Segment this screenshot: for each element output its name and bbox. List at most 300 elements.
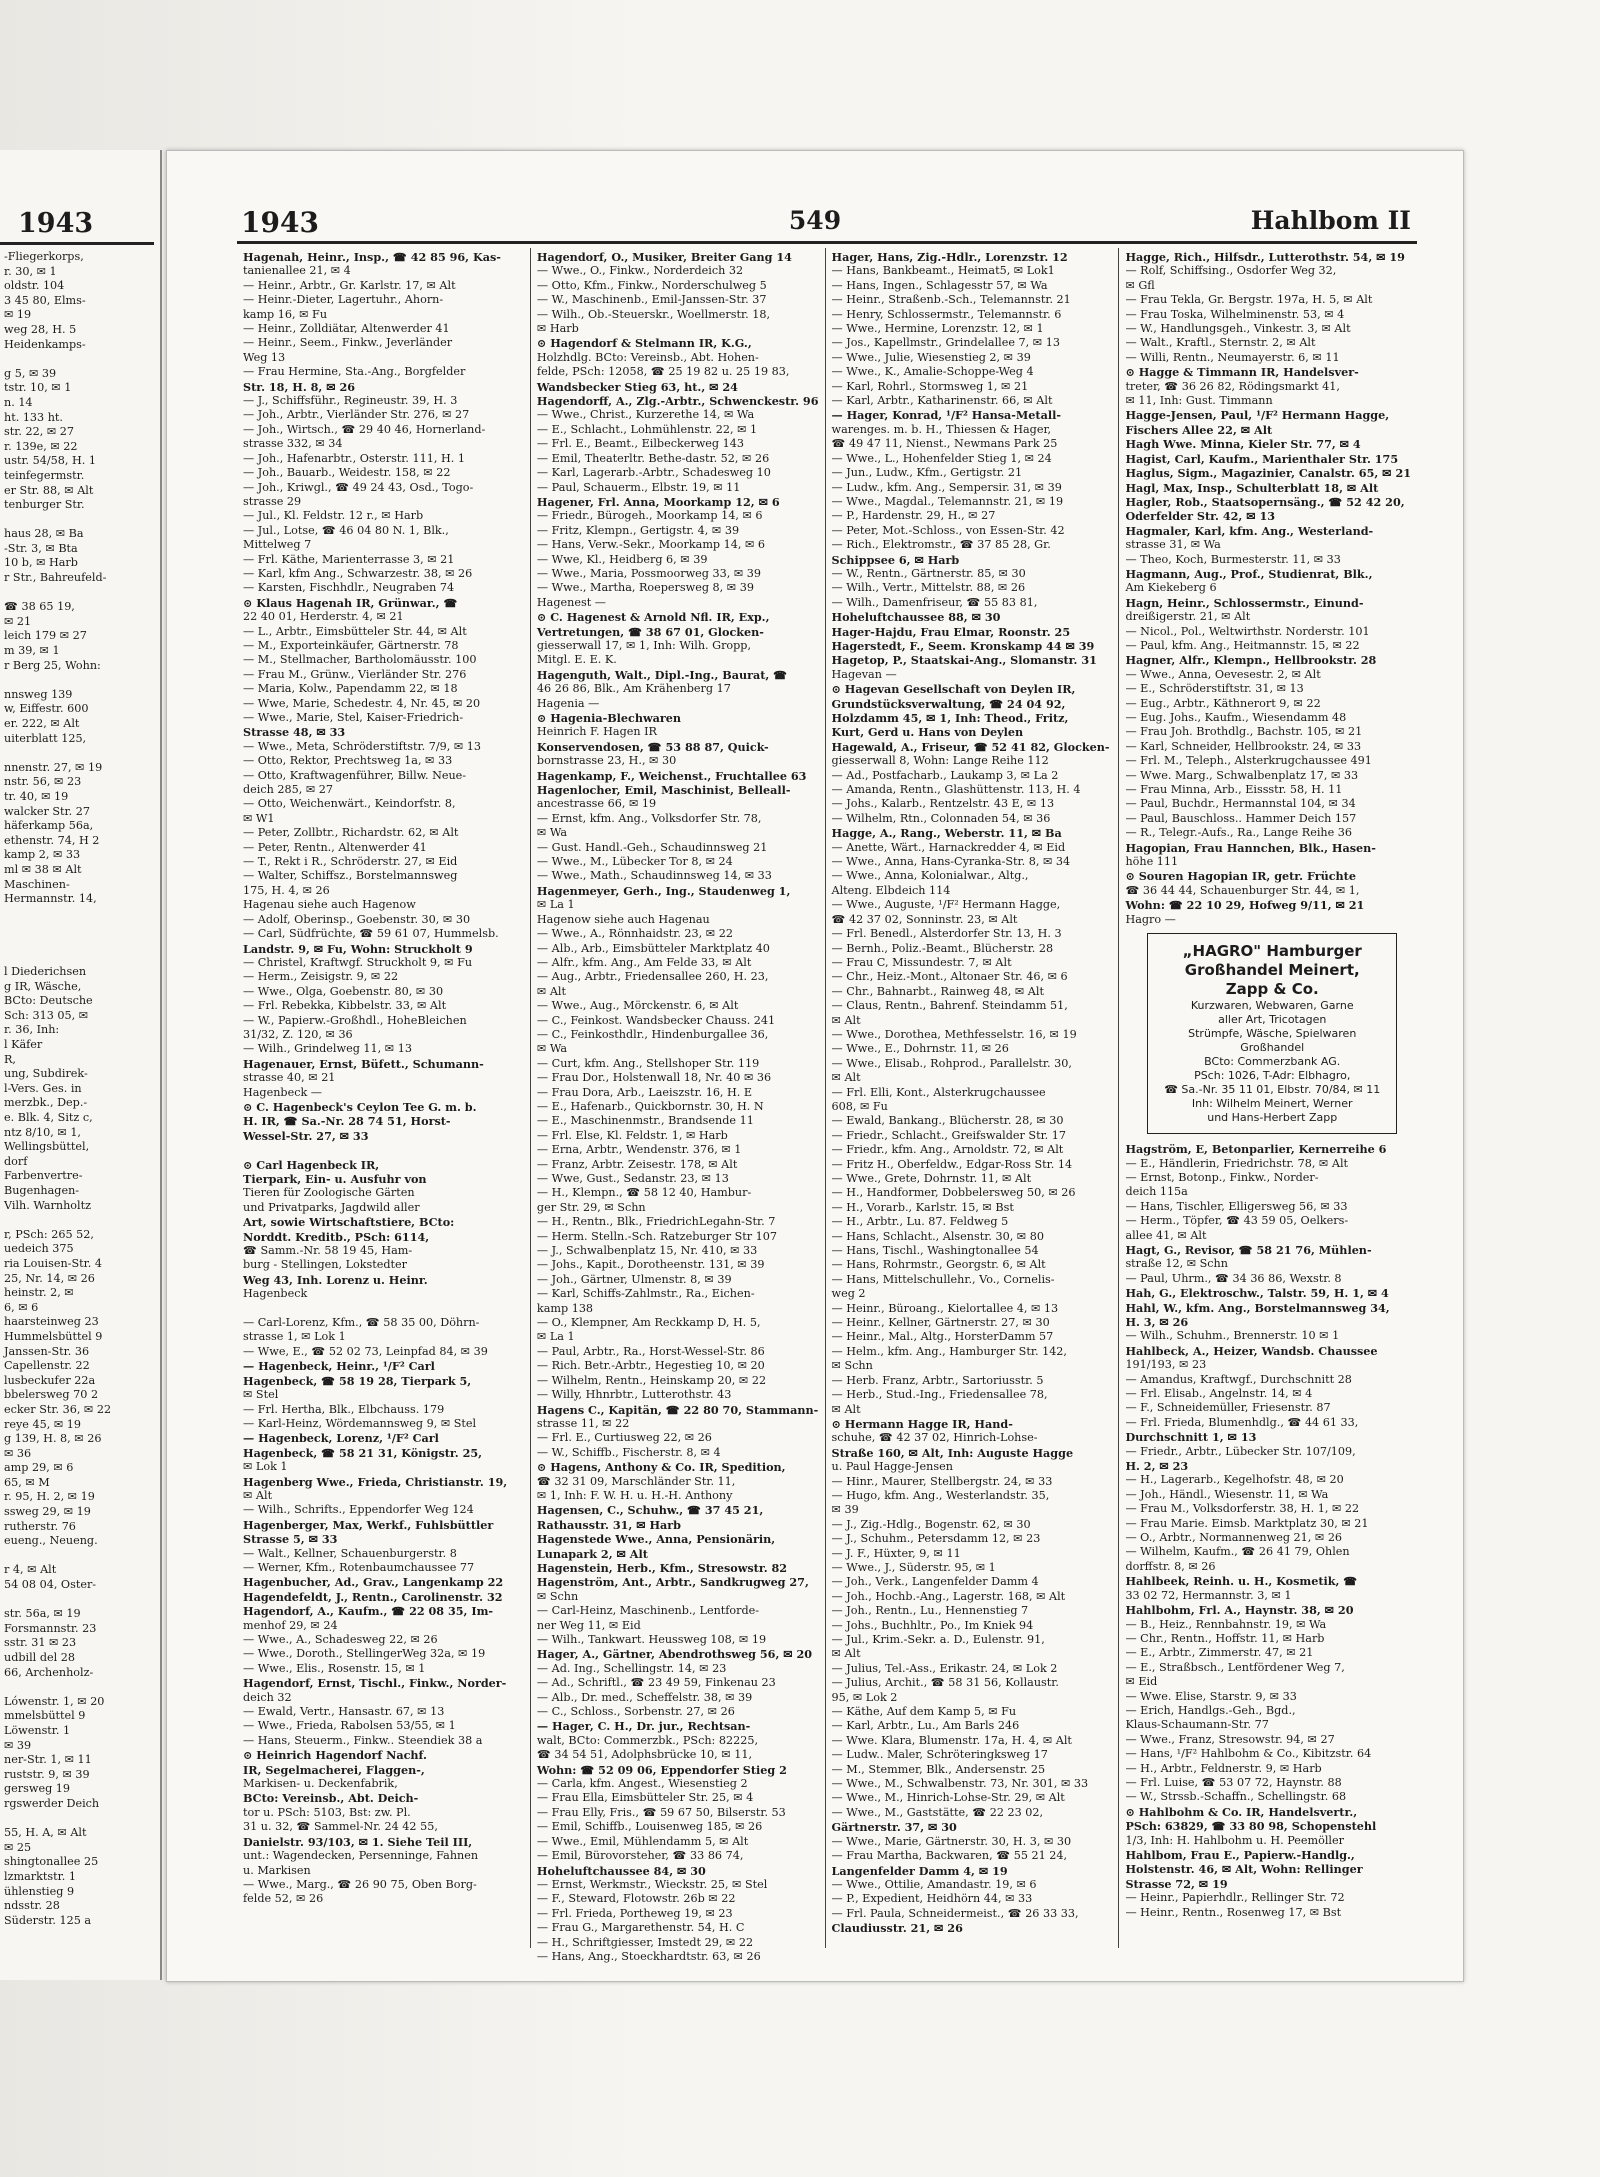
directory-entry-line: — M., Stemmer, Blk., Andersenstr. 25	[831, 1762, 1046, 1776]
prev-page-line: Lówenstr. 1, ✉ 20	[4, 1694, 105, 1708]
prev-page-line: BCto: Deutsche	[4, 994, 93, 1008]
directory-entry-line: — C., Schloss., Sorbenstr. 27, ✉ 26	[536, 1705, 735, 1719]
ad-text-line: Strümpfe, Wäsche, Spielwaren	[1188, 1027, 1357, 1041]
directory-entry-line: Grundstücksverwaltung, ☎ 24 04 92,	[831, 696, 1066, 711]
prev-page-line: er Str. 88, ✉ Alt	[4, 483, 94, 497]
directory-entry-line: — Wilh., Schuhm., Brennerstr. 10 ✉ 1	[1125, 1329, 1340, 1343]
prev-page-line: haarsteinweg 23	[4, 1315, 99, 1329]
directory-entry-line: tor u. PSch: 5103, Bst: zw. Pl.	[243, 1805, 411, 1819]
directory-entry-line: — Jun., Ludw., Kfm., Gertigstr. 21	[831, 466, 1023, 480]
directory-entry-line: ✉ Schn	[536, 1589, 579, 1603]
prev-page-line: er. 222, ✉ Alt	[4, 717, 80, 730]
directory-entry-line: — Wwe., Aug., Mörckenstr. 6, ✉ Alt	[536, 999, 739, 1013]
directory-entry-line: Hagendorf, Ernst, Tischl., Finkw., Norder-	[243, 1676, 507, 1691]
directory-entry-line: felde, PSch: 12058, ☎ 25 19 82 u. 25 19 83,	[536, 365, 790, 379]
directory-entry-line: — Paul, kfm. Ang., Heitmannstr. 15, ✉ 22	[1125, 638, 1360, 652]
directory-entry-line: — O., Arbtr., Normannenweg 21, ✉ 26	[1125, 1531, 1343, 1545]
directory-entry-line: — Christel, Kraftwgf. Struckholt 9, ✉ Fu	[243, 955, 473, 969]
directory-entry-line: — H., Arbtr., Lu. 87. Feldweg 5	[831, 1215, 1009, 1229]
directory-entry-line: — Hinr., Maurer, Stellbergstr. 24, ✉ 33	[831, 1474, 1053, 1488]
prev-page-line: 25, Nr. 14, ✉ 26	[4, 1271, 95, 1285]
directory-entry-line: — Wilhelm, Rentn., Heinskamp 20, ✉ 22	[536, 1373, 767, 1387]
directory-entry-line: — Wwe., Magdal., Telemannstr. 21, ✉ 19	[831, 494, 1064, 508]
directory-entry-line: — Julius, Tel.-Ass., Erikastr. 24, ✉ Lok 2	[831, 1661, 1058, 1675]
prev-page-line: Heidenkamps-	[4, 337, 86, 351]
column-4	[1118, 248, 1417, 1948]
directory-entry-line: u. Paul Hagge-Jensen	[831, 1460, 953, 1474]
directory-entry-line: — Wwe., Frieda, Rabolsen 53/55, ✉ 1	[243, 1719, 456, 1733]
directory-entry-line: — Carl-Lorenz, Kfm., ☎ 58 35 00, Döhrn-	[243, 1316, 480, 1330]
directory-entry-line: — Karl, kfm Ang., Schwarzestr. 38, ✉ 26	[243, 566, 473, 580]
directory-entry-line: strasse 31, ✉ Wa	[1125, 538, 1221, 552]
directory-entry-line: — Emil, Schiffb., Louisenweg 185, ✉ 26	[536, 1820, 763, 1834]
directory-entry-line: — Joh., Händl., Wiesenstr. 11, ✉ Wa	[1125, 1487, 1329, 1501]
directory-entry-line: strasse 29	[243, 494, 302, 508]
directory-entry-line: — Wwe., Franz, Stresowstr. 94, ✉ 27	[1125, 1732, 1335, 1746]
directory-entry-line: Hagge-Jensen, Paul, ¹/F² Hermann Hagge,	[1125, 408, 1390, 423]
directory-entry-line: — Wilh., Damenfriseur, ☎ 55 83 81,	[831, 595, 1038, 609]
directory-entry-line: — Erich, Handlgs.-Geh., Bgd.,	[1125, 1703, 1296, 1717]
prev-page-line	[4, 1593, 154, 1608]
directory-entry-line: — Amandus, Kraftwgf., Durchschnitt 28	[1125, 1372, 1352, 1386]
directory-entry-line: Hagopian, Frau Hannchen, Blk., Hasen-	[1125, 840, 1376, 855]
directory-entry-line: — Julius, Archit., ☎ 58 31 56, Kollaustr.	[831, 1676, 1059, 1690]
directory-entry-line: — Joh., Verk., Langenfelder Damm 4	[831, 1575, 1039, 1589]
directory-entry-line: — Wwe., Dorothea, Methfesselstr. 16, ✉ 19	[831, 1027, 1077, 1041]
directory-entry-line: — Frau M., Volksdorferstr. 38, H. 1, ✉ 22	[1125, 1502, 1360, 1516]
directory-entry-line: Hagendefeldt, J., Rentn., Carolinenstr. 32	[243, 1589, 503, 1604]
directory-entry-line: — Heinr., Straßenb.-Sch., Telemannstr. 21	[831, 293, 1071, 307]
page-number: 549	[788, 206, 842, 235]
directory-entry-line: Fischers Allee 22, ✉ Alt	[1125, 422, 1273, 437]
prev-page-line: ✉ 19	[4, 308, 32, 322]
directory-entry-line: schuhe, ☎ 42 37 02, Hinrich-Lohse-	[831, 1431, 1038, 1445]
directory-entry-line: — Wilh., Schrifts., Eppendorfer Weg 124	[243, 1503, 474, 1517]
directory-entry-line: — Wwe., Elisab., Rohprod., Parallelstr. 30,	[831, 1056, 1072, 1070]
prev-page-line	[4, 1213, 154, 1228]
directory-entry-line: und Privatparks, Jagdwild aller	[243, 1200, 420, 1214]
directory-entry-line: — Wilhelm, Rtn., Colonnaden 54, ✉ 36	[831, 811, 1051, 825]
prev-page-line: ht. 133 ht.	[4, 410, 63, 424]
directory-entry-line: Hagge, Rich., Hilfsdr., Lutterothstr. 54, ✉ 19	[1125, 250, 1405, 264]
directory-entry-line: — Wwe., Emil, Mühlendamm 5, ✉ Alt	[536, 1834, 749, 1848]
directory-entry-line: ☎ 34 54 51, Adolphsbrücke 10, ✉ 11,	[536, 1748, 753, 1762]
directory-entry-line: Klaus-Schaumann-Str. 77	[1125, 1718, 1269, 1732]
directory-entry-line: — Wwe. Elise, Starstr. 9, ✉ 33	[1125, 1689, 1297, 1703]
directory-entry-line: — Friedr., kfm. Ang., Arnoldstr. 72, ✉ Alt	[831, 1143, 1064, 1157]
directory-entry-line: — Jul., Lotse, ☎ 46 04 80 N. 1, Blk.,	[243, 523, 449, 537]
directory-entry-line: — Maria, Kolw., Papendamm 22, ✉ 18	[243, 682, 458, 696]
directory-entry-line: — Eug. Johs., Kaufm., Wiesendamm 48	[1125, 711, 1347, 724]
directory-entry-line: — Carl-Heinz, Maschinenb., Lentforde-	[536, 1604, 760, 1618]
directory-entry-line: — Karl, Schneider, Hellbrookstr. 24, ✉ 33	[1125, 739, 1362, 753]
directory-entry-line: — Joh., Bauarb., Weidestr. 158, ✉ 22	[243, 466, 451, 480]
directory-entry-line: — Johs., Buchhltr., Po., Im Kniek 94	[831, 1618, 1034, 1632]
directory-entry-line: — Johs., Kapit., Dorotheenstr. 131, ✉ 39	[536, 1258, 765, 1272]
prev-page-line: ecker Str. 36, ✉ 22	[4, 1402, 112, 1416]
directory-entry-line: Heinrich F. Hagen IR	[536, 725, 657, 739]
directory-entry-line: — Fritz, Klempn., Gertigstr. 4, ✉ 39	[536, 523, 740, 537]
directory-entry-line: 608, ✉ Fu	[831, 1099, 888, 1113]
directory-entry-line: Hagge, A., Rang., Weberstr. 11, ✉ Ba	[831, 826, 1062, 841]
prev-page-line: ndsstr. 28	[4, 1899, 60, 1913]
directory-entry-line: Hagn, Heinr., Schlossermstr., Einund-	[1125, 595, 1364, 610]
prev-page-line: str. 22, ✉ 27	[4, 425, 74, 439]
directory-entry-line: — Wilh., Tankwart. Heussweg 108, ✉ 19	[536, 1633, 767, 1646]
prev-page-line: weg 28, H. 5	[4, 322, 77, 336]
directory-entry-line: — Joh., Wirtsch., ☎ 29 40 46, Hornerland-	[243, 422, 486, 436]
ad-text-line: ☎ Sa.-Nr. 35 11 01, Elbstr. 70/84, ✉ 11	[1164, 1083, 1381, 1097]
ad-text-line: PSch: 1026, T-Adr: Elbhagro,	[1194, 1069, 1351, 1083]
prev-page-line: -Str. 3, ✉ Bta	[4, 541, 78, 555]
directory-entry-line: — Heinr., Zolldiätar, Altenwerder 41	[243, 322, 450, 336]
prev-page-line: l Käfer	[4, 1038, 43, 1052]
directory-entry-line: — Wwe. Marg., Schwalbenplatz 17, ✉ 33	[1125, 768, 1359, 782]
directory-entry-line: — Wilh., Grindelweg 11, ✉ 13	[243, 1042, 412, 1056]
directory-entry-line: — Joh., Rentn., Lu., Hennenstieg 7	[831, 1604, 1029, 1618]
directory-entry-line: — Ernst, Werkmstr., Wieckstr. 25, ✉ Stel	[536, 1877, 768, 1891]
directory-entry-line: — C., Feinkost. Wandsbecker Chauss. 241	[536, 1013, 776, 1027]
prev-page-line: leich 179 ✉ 27	[4, 629, 87, 643]
directory-entry-line: — Heinr., Büroang., Kielortallee 4, ✉ 13	[831, 1301, 1059, 1315]
directory-entry-line: — Wwe., Anna, Kolonialwar., Altg.,	[831, 869, 1029, 883]
directory-entry-line: — Joh., Kriwgl., ☎ 49 24 43, Osd., Togo-	[243, 480, 474, 494]
directory-entry-line: — Wwe., Martha, Roepersweg 8, ✉ 39	[536, 581, 754, 595]
prev-page-line: r. 139e, ✉ 22	[4, 439, 78, 453]
directory-entry-line: — Hans, Steuerm., Finkw.. Steendiek 38 a	[243, 1733, 483, 1747]
directory-entry-line: deich 32	[243, 1690, 292, 1704]
directory-entry-line	[243, 1143, 524, 1157]
directory-entry-line: — J. F., Hüxter, 9, ✉ 11	[831, 1546, 961, 1560]
prev-page-line: merzbk., Dep.-	[4, 1096, 88, 1110]
directory-entry-line: Mitgl. E. E. K.	[536, 653, 617, 667]
directory-entry-line: Hagmaler, Karl, kfm. Ang., Westerland-	[1125, 523, 1374, 538]
ad-text-line: BCto: Commerzbank AG.	[1204, 1055, 1341, 1069]
directory-entry-line: u. Markisen	[243, 1863, 311, 1877]
directory-entry-line: — O., Klempner, Am Reckkamp D, H. 5,	[536, 1316, 761, 1330]
directory-entry-line: — Joh., Arbtr., Vierländer Str. 276, ✉ 27	[243, 408, 470, 422]
directory-entry-line: — Jos., Kapellmstr., Grindelallee 7, ✉ 13	[831, 336, 1060, 350]
directory-entry-line: Strasse 72, ✉ 19	[1125, 1876, 1228, 1891]
directory-entry-line: — Frl. Käthe, Marienterrasse 3, ✉ 21	[243, 552, 455, 566]
directory-entry-line: — E., Händlerin, Friedrichstr. 78, ✉ Alt	[1125, 1156, 1349, 1170]
directory-entry-line: — Wwe., M., Schwalbenstr. 73, Nr. 301, ✉ 33	[831, 1777, 1089, 1791]
directory-entry-line: ⊙ Hagevan Gesellschaft von Deylen IR,	[831, 682, 1076, 697]
directory-entry-line: — Wwe., M., Hinrich-Lohse-Str. 29, ✉ Alt	[831, 1791, 1065, 1805]
directory-entry-line: Kurt, Gerd u. Hans von Deylen	[831, 725, 1024, 740]
directory-entry-line: Hah, G., Elektroschw., Talstr. 59, H. 1, ✉ 4	[1125, 1286, 1389, 1301]
directory-entry-line: Hagenguth, Walt., Dipl.-Ing., Baurat, ☎	[536, 667, 788, 682]
directory-entry-line: Hagenberger, Max, Werkf., Fuhlsbüttler	[243, 1517, 494, 1532]
directory-entry-line: Gärtnerstr. 37, ✉ 30	[831, 1820, 957, 1835]
prev-page-line: ruststr. 9, ✉ 39	[4, 1767, 90, 1781]
directory-entry-line: Hagenstein, Herb., Kfm., Stresowstr. 82	[536, 1560, 788, 1575]
directory-entry-line: Straße 160, ✉ Alt, Inh: Auguste Hagge	[831, 1445, 1074, 1460]
directory-entry-line: Hagner, Alfr., Klempn., Hellbrookstr. 28	[1125, 653, 1377, 668]
directory-entry-line: — J., Schwalbenplatz 15, Nr. 410, ✉ 33	[536, 1244, 758, 1258]
directory-entry-line: Hagendorf, O., Musiker, Breiter Gang 14	[536, 250, 792, 264]
directory-entry-line: H. IR, ☎ Sa.-Nr. 28 74 51, Horst-	[243, 1114, 451, 1129]
directory-entry-line: — Paul, Schauerm., Elbstr. 19, ✉ 11	[536, 480, 741, 494]
directory-entry-line: ☎ 32 31 09, Marschländer Str. 11,	[536, 1474, 736, 1488]
directory-entry-line: — Herb. Franz, Arbtr., Sartoriusstr. 5	[831, 1373, 1044, 1387]
directory-entry-line: ☎ 49 47 11, Nienst., Newmans Park 25	[831, 437, 1058, 451]
directory-entry-line: ✉ Alt	[243, 1488, 273, 1502]
prev-page-line: ühlenstieg 9	[4, 1884, 75, 1898]
directory-entry-line: — Friedr., Arbtr., Lübecker Str. 107/109,	[1125, 1444, 1356, 1458]
prev-page-line: gersweg 19	[4, 1782, 71, 1796]
header-rule	[237, 241, 1417, 244]
directory-entry-line: — Frl. Benedl., Alsterdorfer Str. 13, H. 3	[831, 927, 1062, 941]
directory-entry-line: Holzdamm 45, ✉ 1, Inh: Theod., Fritz,	[831, 711, 1069, 725]
directory-entry-line: ✉ La 1	[536, 1330, 575, 1344]
directory-entry-line: ⊙ Hagendorf & Stelmann IR, K.G.,	[536, 336, 752, 351]
directory-entry-line: Holzhdlg. BCto: Vereinsb., Abt. Hohen-	[536, 350, 759, 364]
directory-entry-line: — Wwe., M., Lübecker Tor 8, ✉ 24	[536, 855, 733, 869]
prev-page-line: tstr. 10, ✉ 1	[4, 381, 72, 395]
directory-entry-line: Tieren für Zoologische Gärten	[243, 1186, 415, 1200]
directory-entry-line: — C., Feinkosthdlr., Hindenburgallee 36,	[536, 1027, 769, 1041]
directory-entry-line: — Chr., Heiz.-Mont., Altonaer Str. 46, ✉ 6	[831, 970, 1068, 984]
prev-page-line: shingtonallee 25	[4, 1855, 99, 1869]
prev-page-line	[4, 352, 154, 367]
directory-entry-line: — J., Schuhm., Petersdamm 12, ✉ 23	[831, 1532, 1041, 1546]
directory-entry-line: Wohn: ☎ 22 10 29, Hofweg 9/11, ✉ 21	[1125, 898, 1365, 913]
directory-entry-line: — Frl. Elisab., Angelnstr. 14, ✉ 4	[1125, 1387, 1313, 1400]
directory-entry-line: Hahlbohm, Frl. A., Haynstr. 38, ✉ 20	[1125, 1603, 1354, 1618]
directory-entry-line: strasse 40, ✉ 21	[243, 1071, 336, 1085]
prev-page-line: 3 45 80, Elms-	[4, 293, 86, 307]
directory-entry-line: 33 02 72, Hermannstr. 3, ✉ 1	[1125, 1588, 1292, 1602]
directory-entry-line: — Ad., Schriftl., ☎ 23 49 59, Finkenau 23	[536, 1676, 776, 1690]
directory-entry-line: treter, ☎ 36 26 82, Rödingsmarkt 41,	[1125, 379, 1340, 393]
prev-page-line: Bugenhagen-	[4, 1184, 80, 1197]
directory-entry-line: Markisen- u. Deckenfabrik,	[243, 1777, 398, 1791]
prev-page-line: rgswerder Deich	[4, 1796, 100, 1810]
directory-entry-line: — Nicol., Pol., Weltwirthstr. Norderstr. 101	[1125, 624, 1370, 638]
directory-entry-line: — Alb., Arb., Eimsbütteler Marktplatz 40	[536, 941, 770, 955]
directory-entry-line: — P., Hardenstr. 29, H., ✉ 27	[831, 509, 996, 523]
directory-entry-line: — Wwe., Anna, Oevesestr. 2, ✉ Alt	[1125, 667, 1321, 681]
directory-entry-line: — Frau G., Margarethenstr. 54, H. C	[536, 1921, 745, 1935]
directory-entry-line: 31 u. 32, ☎ Sammel-Nr. 24 42 55,	[243, 1820, 438, 1834]
prev-page-line: Löwenstr. 1	[4, 1723, 71, 1737]
directory-entry-line: Hagens C., Kapitän, ☎ 22 80 70, Stammann-	[536, 1402, 819, 1417]
directory-entry-line: — Frl. Hertha, Blk., Elbchauss. 179	[243, 1402, 445, 1416]
directory-entry-line: — Heinr.-Dieter, Lagertuhr., Ahorn-	[243, 293, 444, 307]
prev-page-line: -Fliegerkorps,	[4, 250, 84, 263]
directory-entry-line: — Walter, Schiffsz., Borstelmannsweg	[243, 869, 458, 883]
directory-entry-line: — Jul., Kl. Feldstr. 12 r., ✉ Harb	[243, 509, 424, 523]
directory-entry-line: — Wwe., L., Hohenfelder Stieg 1, ✉ 24	[831, 451, 1052, 465]
directory-entry-line: 22 40 01, Herderstr. 4, ✉ 21	[243, 610, 404, 624]
directory-entry-line: — Aug., Arbtr., Friedensallee 260, H. 23,	[536, 970, 769, 984]
directory-entry-line: — Theo, Koch, Burmesterstr. 11, ✉ 33	[1125, 552, 1341, 566]
directory-entry-line: — Ad., Postfacharb., Laukamp 3, ✉ La 2	[831, 768, 1059, 782]
directory-entry-line: — R., Telegr.-Aufs., Ra., Lange Reihe 36	[1125, 826, 1353, 840]
directory-entry-line: ✉ Alt	[536, 984, 567, 998]
directory-entry-line: Strasse 5, ✉ 33	[243, 1532, 338, 1547]
directory-entry-line: — Ad. Ing., Schellingstr. 14, ✉ 23	[536, 1661, 727, 1675]
directory-entry-line: — Wwe, Marie, Schedestr. 4, Nr. 45, ✉ 20	[243, 696, 481, 710]
directory-entry-line: — Amanda, Rentn., Glashüttenstr. 113, H. 4	[831, 783, 1081, 797]
directory-entry-line: Str. 18, H. 8, ✉ 26	[243, 379, 356, 394]
directory-entry-line: ger Str. 29, ✉ Schn	[536, 1200, 646, 1214]
directory-entry-line: ⊙ Hahlbohm & Co. IR, Handelsvertr.,	[1125, 1804, 1358, 1819]
directory-entry-line: deich 115a	[1125, 1185, 1188, 1199]
directory-entry-line: ✉ La 1	[536, 898, 575, 912]
directory-entry-line: — Karl, Lagerarb.-Arbtr., Schadesweg 10	[536, 466, 771, 480]
directory-entry-line: Claudiusstr. 21, ✉ 26	[831, 1921, 963, 1936]
directory-entry-line: Hagenmeyer, Gerh., Ing., Staudenweg 1,	[536, 883, 791, 898]
directory-entry-line: — E., Hafenarb., Quickbornstr. 30, H. N	[536, 1099, 764, 1113]
directory-entry-line: Durchschnitt 1, ✉ 13	[1125, 1430, 1257, 1445]
directory-entry-line: — Willi, Rentn., Neumayerstr. 6, ✉ 11	[1125, 350, 1340, 364]
directory-entry-line: — Herb., Stud.-Ing., Friedensallee 78,	[831, 1388, 1048, 1402]
directory-entry-line: Hagenauer, Ernst, Büfett., Schumann-	[243, 1056, 484, 1071]
prev-page-line: R,	[4, 1052, 16, 1066]
directory-entry-line: — Friedr., Schlacht., Greifswalder Str. 17	[831, 1128, 1067, 1142]
directory-entry-line: — Frau Minna, Arb., Eissstr. 58, H. 11	[1125, 783, 1343, 797]
prev-page-line: ☎ 38 65 19,	[4, 600, 75, 614]
prev-page-line: 6, ✉ 6	[4, 1300, 39, 1314]
directory-entry-line: Wohn: ☎ 52 09 06, Eppendorfer Stieg 2	[536, 1762, 787, 1777]
directory-entry-line: — Frau C, Missundestr. 7, ✉ Alt	[831, 955, 1012, 969]
directory-entry-line: strasse 332, ✉ 34	[243, 437, 343, 451]
prev-page-line: Hummelsbüttel 9	[4, 1329, 103, 1343]
previous-page-fragment	[0, 150, 162, 1980]
prev-page-line: eueng., Neueng.	[4, 1534, 98, 1548]
column-3	[825, 248, 1119, 1948]
directory-entry-line: Danielstr. 93/103, ✉ 1. Siehe Teil III,	[243, 1834, 473, 1849]
prev-page-line: e. Blk. 4, Sitz c,	[4, 1111, 93, 1125]
directory-entry-line: — Hager, Konrad, ¹/F² Hansa-Metall-	[831, 408, 1061, 423]
directory-entry-line: Hagenberg Wwe., Frieda, Christianstr. 19,	[243, 1474, 508, 1489]
directory-entry-line: ✉ Alt	[831, 1647, 861, 1661]
directory-columns	[237, 248, 1417, 1963]
directory-entry-line: Hagewald, A., Friseur, ☎ 52 41 82, Glocken-	[831, 739, 1110, 754]
directory-entry-line: — Anette, Wärt., Harnackredder 4, ✉ Eid	[831, 840, 1066, 854]
directory-entry-line: — Alfr., kfm. Ang., Am Felde 33, ✉ Alt	[536, 955, 752, 969]
prev-page-line: g 5, ✉ 39	[4, 366, 57, 380]
directory-entry-line: — Wwe. Klara, Blumenstr. 17a, H. 4, ✉ Alt	[831, 1733, 1072, 1747]
prev-page-line: ntz 8/10, ✉ 1,	[4, 1125, 81, 1139]
directory-entry-line: Hagh Wwe. Minna, Kieler Str. 77, ✉ 4	[1125, 437, 1361, 452]
directory-entry-line: — Hans, Rohrmstr., Georgstr. 6, ✉ Alt	[831, 1258, 1046, 1272]
directory-entry-line: felde 52, ✉ 26	[243, 1892, 324, 1906]
directory-entry-line: — Emil, Theaterltr. Bethe-dastr. 52, ✉ 26	[536, 451, 770, 465]
directory-entry-line: Alteng. Elbdeich 114	[831, 883, 951, 897]
prev-page-line: ner-Str. 1, ✉ 11	[4, 1753, 92, 1767]
directory-entry-line: — L., Arbtr., Eimsbütteler Str. 44, ✉ Alt	[243, 624, 467, 638]
directory-entry-line: — W., Papierw.-Großhdl., HoheBleichen	[243, 1013, 467, 1027]
prev-page-line: dorf	[4, 1154, 28, 1168]
prev-page-line: m 39, ✉ 1	[4, 644, 60, 658]
directory-entry-line: straße 12, ✉ Schn	[1125, 1257, 1228, 1271]
directory-entry-line: Hagenlocher, Emil, Maschinist, Belleall-	[536, 783, 791, 798]
directory-entry-line: — Otto, Kfm., Finkw., Norderschulweg 5	[536, 278, 767, 292]
prev-page-line: Süderstr. 125 a	[4, 1913, 92, 1927]
directory-entry-line: — Carla, kfm. Angest., Wiesenstieg 2	[536, 1777, 748, 1791]
directory-entry-line: ✉ Alt	[831, 1013, 861, 1027]
directory-entry-line: Holstenstr. 46, ✉ Alt, Wohn: Rellinger	[1125, 1862, 1363, 1877]
prev-page-line: r 4, ✉ Alt	[4, 1563, 57, 1577]
prev-page-line: Janssen-Str. 36	[4, 1344, 90, 1358]
directory-entry-line: — B., Heiz., Rennbahnstr. 19, ✉ Wa	[1125, 1617, 1327, 1631]
directory-entry-line: Art, sowie Wirtschaftstiere, BCto:	[243, 1215, 455, 1230]
directory-entry-line: — Wwe., Marie, Gärtnerstr. 30, H. 3, ✉ 30	[831, 1834, 1072, 1848]
directory-entry-line: — Claus, Rentn., Bahrenf. Steindamm 51,	[831, 999, 1068, 1013]
directory-entry-line: — H., Klempn., ☎ 58 12 40, Hambur-	[536, 1186, 752, 1200]
directory-entry-line: dorffstr. 8, ✉ 26	[1125, 1559, 1216, 1573]
directory-entry-line: 31/32, Z. 120, ✉ 36	[243, 1027, 353, 1041]
directory-entry-line: — Chr., Bahnarbt., Rainweg 48, ✉ Alt	[831, 984, 1044, 998]
prev-page-line: lusbeckufer 22a	[4, 1373, 96, 1387]
directory-entry-line: strasse 11, ✉ 22	[536, 1416, 630, 1430]
directory-entry-line: Hager, Hans, Zig.-Hdlr., Lorenzstr. 12	[831, 250, 1068, 264]
directory-entry-line: — F., Steward, Flotowstr. 26b ✉ 22	[536, 1892, 736, 1906]
directory-entry-line: Langenfelder Damm 4, ✉ 19	[831, 1863, 1008, 1878]
directory-entry-line: — Wwe., Marg., ☎ 26 90 75, Oben Borg-	[243, 1877, 477, 1891]
directory-entry-line: — Johs., Kalarb., Rentzelstr. 43 E, ✉ 13	[831, 797, 1055, 811]
prev-page-line: r. 36, Inh:	[4, 1023, 60, 1037]
directory-entry-line: — Frl. Elli, Kont., Alsterkrugchaussee	[831, 1085, 1046, 1099]
directory-entry-line: walt, BCto: Commerzbk., PSch: 82225,	[536, 1733, 759, 1747]
directory-entry-line: Hagenau siehe auch Hagenow	[243, 898, 416, 912]
directory-entry-line: — Frau Joh. Brothdlg., Bachstr. 105, ✉ 21	[1125, 725, 1363, 739]
directory-entry-line: Weg 13	[243, 350, 286, 364]
prev-page-line	[4, 673, 154, 688]
directory-entry-line: ⊙ Klaus Hagenah IR, Grünwar., ☎	[243, 595, 458, 610]
directory-entry-line: — Wwe., Elis., Rosenstr. 15, ✉ 1	[243, 1661, 426, 1675]
prev-page-line	[4, 1549, 154, 1564]
prev-page-line: ustr. 54/58, H. 1	[4, 454, 97, 468]
directory-entry-line: Hagenest —	[536, 595, 606, 609]
directory-entry-line: Hagenbeck	[243, 1287, 308, 1301]
directory-entry-line: — Wwe., Marie, Stel, Kaiser-Friedrich-	[243, 711, 464, 724]
directory-entry-line: Hagenia —	[536, 696, 600, 710]
directory-entry-line: Hagerstedt, F., Seem. Kronskamp 44 ✉ 39	[831, 638, 1095, 653]
directory-entry-line: Hagensen, C., Schuhw., ☎ 37 45 21,	[536, 1503, 764, 1518]
directory-entry-line: PSch: 63829, ☎ 33 80 98, Schopenstehl	[1125, 1819, 1377, 1834]
directory-entry-line: Hagström, E, Betonparlier, Kernerreihe 6	[1125, 1142, 1387, 1157]
directory-entry-line: ✉ Harb	[536, 322, 579, 336]
ad-text-line: Großhandel	[1240, 1041, 1305, 1055]
directory-entry-line: 175, H. 4, ✉ 26	[243, 883, 330, 897]
directory-entry-line: — Wwe., Auguste, ¹/F² Hermann Hagge,	[831, 898, 1061, 912]
prev-page-line: ✉ 25	[4, 1840, 32, 1854]
directory-entry-line: Hahlbeck, A., Heizer, Wandsb. Chaussee	[1125, 1343, 1378, 1358]
prev-page-line: ✉ 39	[4, 1738, 32, 1752]
directory-entry-line: — Otto, Rektor, Prechtsweg 1a, ✉ 33	[243, 754, 453, 768]
prev-page-line: ssweg 29, ✉ 19	[4, 1505, 91, 1519]
directory-entry-line: Strasse 48, ✉ 33	[243, 725, 346, 740]
directory-entry-line: Hagt, G., Revisor, ☎ 58 21 76, Mühlen-	[1125, 1242, 1372, 1257]
prev-page-line: r Berg 25, Wohn:	[4, 658, 101, 672]
prev-page-line: ria Louisen-Str. 4	[4, 1256, 102, 1270]
directory-entry-line: — Heinr., Arbtr., Gr. Karlstr. 17, ✉ Alt	[243, 278, 456, 292]
directory-entry-line: Hagenow siehe auch Hagenau	[536, 912, 710, 926]
directory-entry-line: Tierpark, Ein- u. Ausfuhr von	[243, 1172, 427, 1186]
prev-page-line: r Str., Bahreufeld-	[4, 571, 107, 585]
directory-entry-line: — Hans, Schlacht., Alsenstr. 30, ✉ 80	[831, 1229, 1044, 1243]
directory-entry-line: — Wwe., K., Amalie-Schoppe-Weg 4	[831, 365, 1034, 379]
directory-entry-line: — Frau Dora, Arb., Laeiszstr. 16, H. E	[536, 1085, 753, 1099]
directory-page	[166, 150, 1464, 1982]
directory-entry-line: — Walt., Kellner, Schauenburgerstr. 8	[243, 1546, 457, 1560]
directory-entry-line: — H., Handformer, Dobbelersweg 50, ✉ 26	[831, 1186, 1076, 1200]
directory-entry-line: Wessel-Str. 27, ✉ 33	[243, 1128, 369, 1143]
